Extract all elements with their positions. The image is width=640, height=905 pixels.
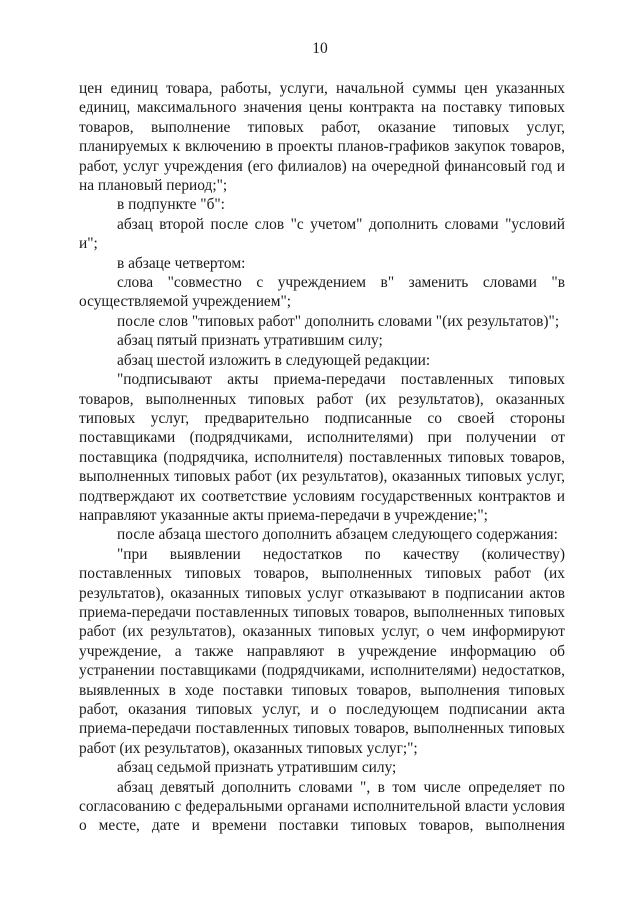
document-body (79, 79, 565, 836)
paragraph: слова "совместно с учреждением в" заменить словами "в осуществляемой учреждением"; (79, 274, 565, 311)
paragraph: цен единиц товара, работы, услуги, начальной суммы цен указанных единиц, максимального значения цены контракта на поставку типовых товаров, выполнение типовых работ, оказание типовых услуг, планируемых к включению в проекты планов-графиков закупок товаров, работ, услуг учреждения (его филиалов) на очередной финансовый год и на плановый период;"; (79, 80, 565, 195)
page-number: 10 (312, 40, 328, 57)
paragraph: "при выявлении недостатков по качеству (количеству) поставленных типовых товаров, выполненных типовых работ (их результатов), оказанных типовых услуг отказывают в подписании актов приема-передачи поставленных типовых товаров, выполненных типовых работ (их результатов), оказанных типовых услуг, о чем информируют учреждение, а также направляют в учреждение информацию об устранении поставщиками (подрядчиками, исполнителями) недостатков, выявленных в ходе поставки типовых товаров, выполнения типовых работ, оказания типовых услуг, и о последующем подписании акта приема-передачи поставленных типовых товаров, выполненных типовых работ (их результатов), оказанных типовых услуг;"; (79, 545, 565, 757)
paragraph: после слов "типовых работ" дополнить словами "(их результатов)"; (117, 312, 560, 330)
paragraph: абзац шестой изложить в следующей редакции: (117, 351, 431, 369)
paragraph: абзац пятый признать утратившим силу; (117, 332, 383, 350)
paragraph: абзац девятый дополнить словами ", в том числе определяет по согласованию с федеральными органами исполнительной власти условия о месте, дате и времени поставки типовых товаров, выполнения (79, 778, 565, 835)
paragraph: в подпункте "б": (117, 196, 225, 214)
paragraph: после абзаца шестого дополнить абзацем следующего содержания: (117, 526, 558, 544)
paragraph: "подписывают акты приема-передачи поставленных типовых товаров, выполненных типовых работ (их результатов), оказанных типовых услуг, предварительно подписанные со своей стороны поставщиками (подрядчиками, исполнителями) при получении от поставщика (подрядчика, исполнителя) поставленных типовых товаров, выполненных типовых работ (их результатов), оказанных типовых услуг, подтверждают их соответствие условиям государственных контрактов и направляют указанные акты приема-передачи в учреждение;"; (79, 371, 565, 524)
paragraph: абзац второй после слов "с учетом" дополнить словами "условий и"; (79, 215, 565, 253)
paragraph: абзац седьмой признать утратившим силу; (117, 759, 397, 777)
paragraph: в абзаце четвертом: (117, 254, 246, 272)
